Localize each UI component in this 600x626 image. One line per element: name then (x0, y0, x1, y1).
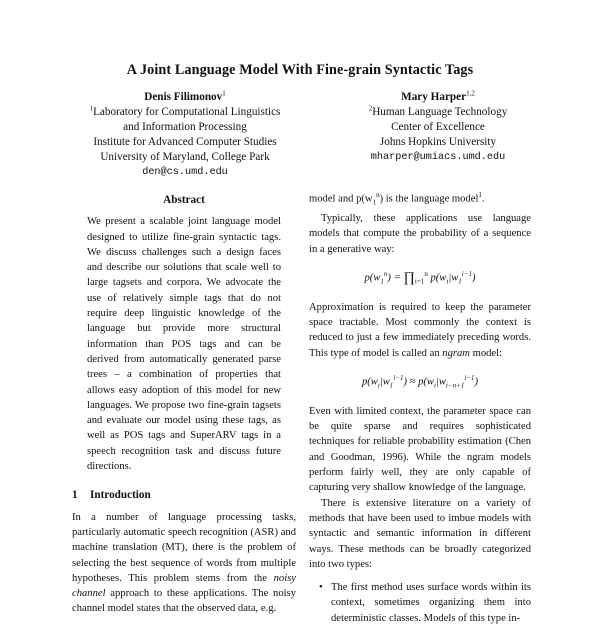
body-paragraph: Typically, these applications use language models that compute the probability of a sequence in a generative way: (309, 212, 531, 255)
section-heading (72, 488, 296, 503)
affiliation-line: Laboratory for Computational Linguistics (93, 106, 281, 118)
author-superscript: 1 (222, 89, 226, 98)
section-title: Introduction (90, 489, 151, 502)
bullet-icon: • (319, 582, 323, 594)
author-email: den@cs.umd.edu (142, 167, 228, 178)
body-paragraph: Even with limited context, the parameter space can be quite sparse and requires sophisticated techniques for reliable probability estimation (Chen and Goodman, 1996). While the ngram models perform fairly well, they are only capable of capturing very shallow knowledge of the language. (309, 405, 531, 494)
footnote-marker: 1 (478, 191, 482, 199)
body-paragraph: Approximation is required to keep the parameter space tractable. Most commonly the context is reduced to just a few immediately preceding words. This type of model is called an ngram model: (309, 301, 531, 359)
author-email: mharper@umiacs.umd.edu (370, 152, 506, 163)
author-name: Mary Harper (401, 91, 467, 103)
body-paragraph: There is extensive literature on a variety of methods that have been used to imbue models with syntactic and semantic information in different ways. These methods can be broadly categorized into two types: (309, 497, 531, 570)
author-block-1 (55, 90, 315, 180)
affiliation-line: Human Language Technology (372, 106, 508, 118)
emphasis-text: ngram (442, 347, 470, 359)
paper-title: A Joint Language Model With Fine-grain Syntactic Tags (126, 62, 474, 78)
affiliation-superscript: 2 (368, 104, 373, 113)
emphasis-text: noisy channel (72, 572, 296, 600)
bullet-item: • The first method uses surface words within its context, sometimes organizing them into deterministic classes. Models of this type in- (319, 582, 531, 624)
author-block-2 (318, 90, 558, 165)
author-superscript: 1,2 (466, 89, 475, 98)
affiliation-line: Johns Hopkins University (379, 136, 497, 148)
affiliation-superscript: 1 (89, 104, 94, 113)
affiliation-line: University of Maryland, College Park (100, 151, 270, 163)
intro-paragraph: In a number of language processing tasks, particularly automatic speech recognition (ASR) and machine translation (MT), there is the problem of selecting the best sequence of words from multiple hypotheses. This problem stems from the noisy channel approach to these applications. The noisy channel model states that the observed data, e.g. (72, 511, 296, 615)
equation: $p(w_1^n)$ = $\prod_{i=1}^n$ $p(w_i|w_1^{i-1})$ (364, 269, 476, 286)
section-number: 1 (72, 489, 78, 502)
abstract-text: We present a scalable joint language model designed to utilize fine-grain syntactic tags. We discuss challenges such a design faces and describe our solutions that scale well to large tagsets and corpora. We advocate the use of relatively simple tags that do not require deep linguistic knowledge of the language but provide more structural information than POS tags and can be derived from automatically generated parse trees – a combination of properties that allows easy adoption of this model for new languages. We propose two fine-grain tagsets and evaluate our model using these tags, as well as POS tags and SuperARV tags in a speech recognition task and discuss future directions. (87, 216, 281, 473)
affiliation-line: and Information Processing (123, 121, 247, 133)
author-name: Denis Filimonov (144, 91, 223, 103)
abstract-heading: Abstract (163, 194, 205, 206)
right-column (309, 188, 531, 626)
equation: $p(w_i|w_1^{i-1}) \approx p(w_i|w_{i-n+1}^{i-1})$ (361, 373, 479, 390)
continued-paragraph: model and $p(w_1^n)$ is the language model$^1$. (309, 191, 485, 207)
affiliation-line: Center of Excellence (391, 121, 485, 133)
left-column (72, 193, 296, 617)
affiliation-line: Institute for Advanced Computer Studies (93, 136, 277, 148)
